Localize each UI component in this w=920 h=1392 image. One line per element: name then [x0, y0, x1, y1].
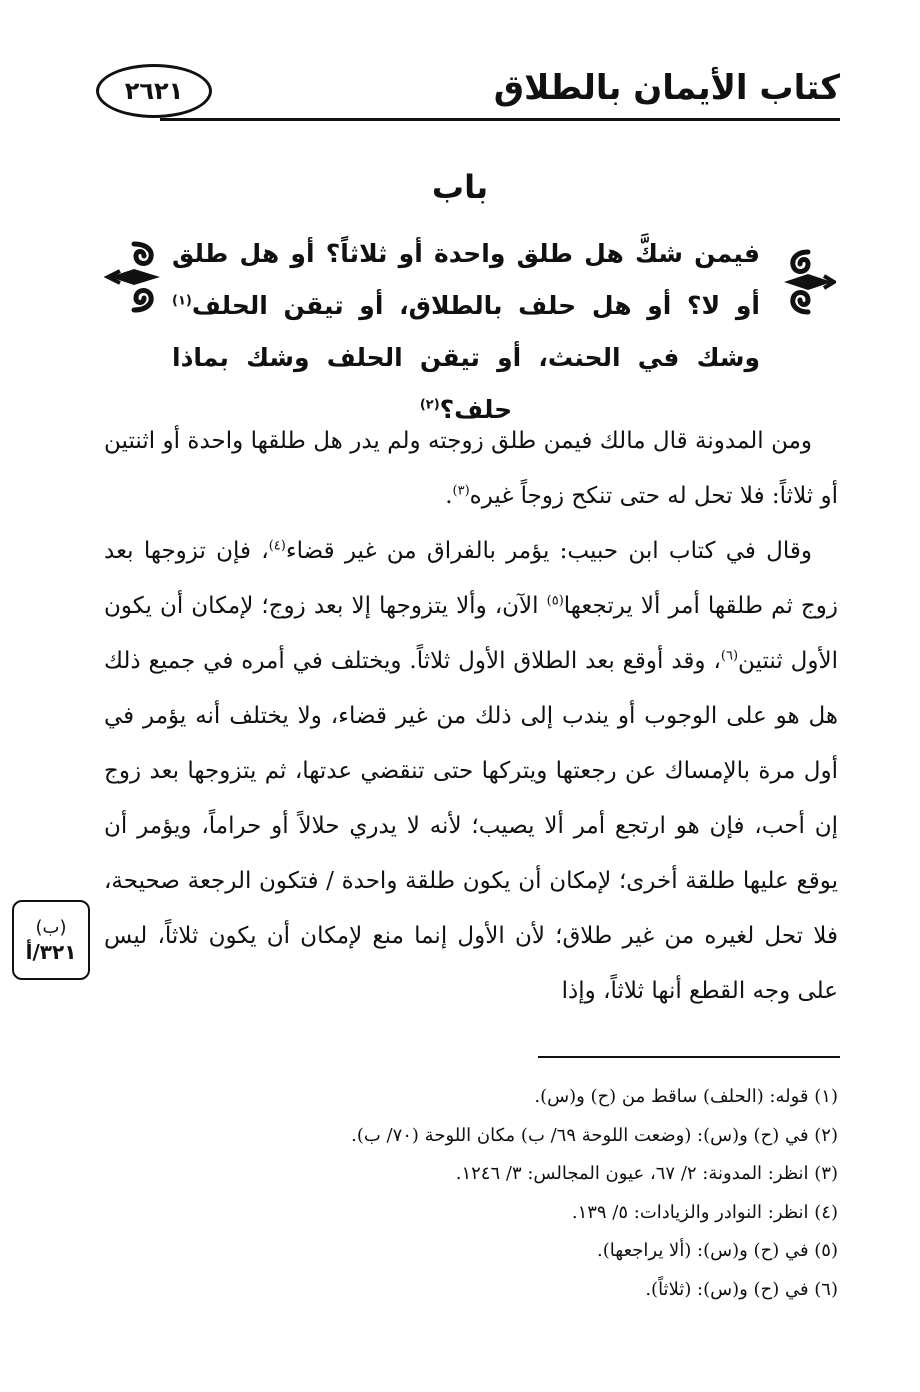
footnotes-list — [120, 1078, 838, 1309]
paragraph-1-text: ومن المدونة قال مالك فيمن طلق زوجته ولم يدر هل طلقها واحدة أو اثنتين أو ثلاثاً: فلا تحل له حتى تنكح زوجاً غيره — [104, 428, 838, 509]
paragraph-1-end: . — [445, 483, 453, 509]
footnote-item: (٣) انظر: المدونة: ٢/ ٦٧، عيون المجالس: ٣/ ١٢٤٦. — [455, 1163, 838, 1184]
chapter-title-part1: فيمن شكَّ هل طلق واحدة أو ثلاثاً؟ أو هل طلق أو لا؟ أو هل حلف بالطلاق، أو تيقن الحلف — [172, 239, 760, 320]
paragraph-2 — [104, 524, 838, 1019]
manuscript-margin-note — [12, 900, 90, 980]
footnote-item: (٥) في (ح) و(س): (ألا يراجعها). — [597, 1240, 838, 1261]
footnote-ref-4: (٤) — [268, 538, 286, 554]
margin-note-line2: ٣٢١/أ — [25, 940, 77, 964]
footnote-separator — [538, 1056, 840, 1058]
footnote-item: (١) قوله: (الحلف) ساقط من (ح) و(س). — [534, 1086, 838, 1107]
paragraph-2-text-b: ، فإن تزوجها بعد زوج ثم طلقها أمر ألا يرتجعها — [104, 538, 838, 619]
ornament-right-icon — [780, 246, 836, 318]
chapter-title — [172, 228, 760, 436]
footnote-item: (٢) في (ح) و(س): (وضعت اللوحة ٦٩/ ب) مكان اللوحة (٧٠/ ب). — [351, 1124, 838, 1146]
header-rule — [160, 118, 840, 121]
paragraph-2-text-d: ، وقد أوقع بعد الطلاق الأول ثلاثاً. ويختلف في أمره في جميع ذلك هل هو على الوجوب أو يندب إلى ذلك من غير قضاء، ولا يختلف أنه يؤمر في أول مرة بالإمساك عن رجعتها ويتركها حتى تنقضي عدتها، ثم يتزوجها بعد زوج إن أحب، فإن هو ارتجع أمر ألا يصيب؛ لأنه لا يدري حلالاً أو حراماً، ويؤمر أن يوقع عليها طلقة أخرى؛ لإمكان أن يكون طلقة واحدة / فتكون الرجعة صحيحة، فلا تحل لغيره من غير طلاق؛ لأن الأول إنما منع لإمكان أن يكون ثلاثاً، ليس على وجه القطع أنها ثلاثاً، وإذا — [104, 648, 838, 1004]
body-text — [104, 414, 838, 1019]
ornament-left-icon — [104, 238, 164, 316]
footnote-ref-5: (٥) — [546, 593, 564, 609]
paragraph-2-text-c: الآن، وألا يتزوجها إلا بعد زوج؛ لإمكان أن يكون الأول ثنتين — [104, 593, 838, 674]
paragraph-1 — [104, 414, 838, 524]
chapter-title-part2: وشك في الحنث، أو تيقن الحلف وشك بماذا حلف؟ — [172, 343, 760, 424]
margin-note-line1: (ب) — [35, 917, 67, 938]
footnote-item: (٦) في (ح) و(س): (ثلاثاً). — [645, 1278, 838, 1300]
footnote-ref-3: (٣) — [452, 483, 470, 499]
page-number: ٢٦٢١ — [96, 64, 212, 118]
footnote-ref-6: (٦) — [720, 648, 739, 664]
running-title: كتاب الأيمان بالطلاق — [493, 68, 840, 108]
footnote-item: (٤) انظر: النوادر والزيادات: ٥/ ١٣٩. — [571, 1201, 838, 1223]
chapter-word: باب — [431, 168, 489, 206]
paragraph-2-text-a: وقال في كتاب ابن حبيب: يؤمر بالفراق من غير قضاء — [285, 538, 812, 564]
footnote-ref-2: (٢) — [419, 397, 440, 413]
footnote-ref-1: (١) — [172, 293, 192, 309]
